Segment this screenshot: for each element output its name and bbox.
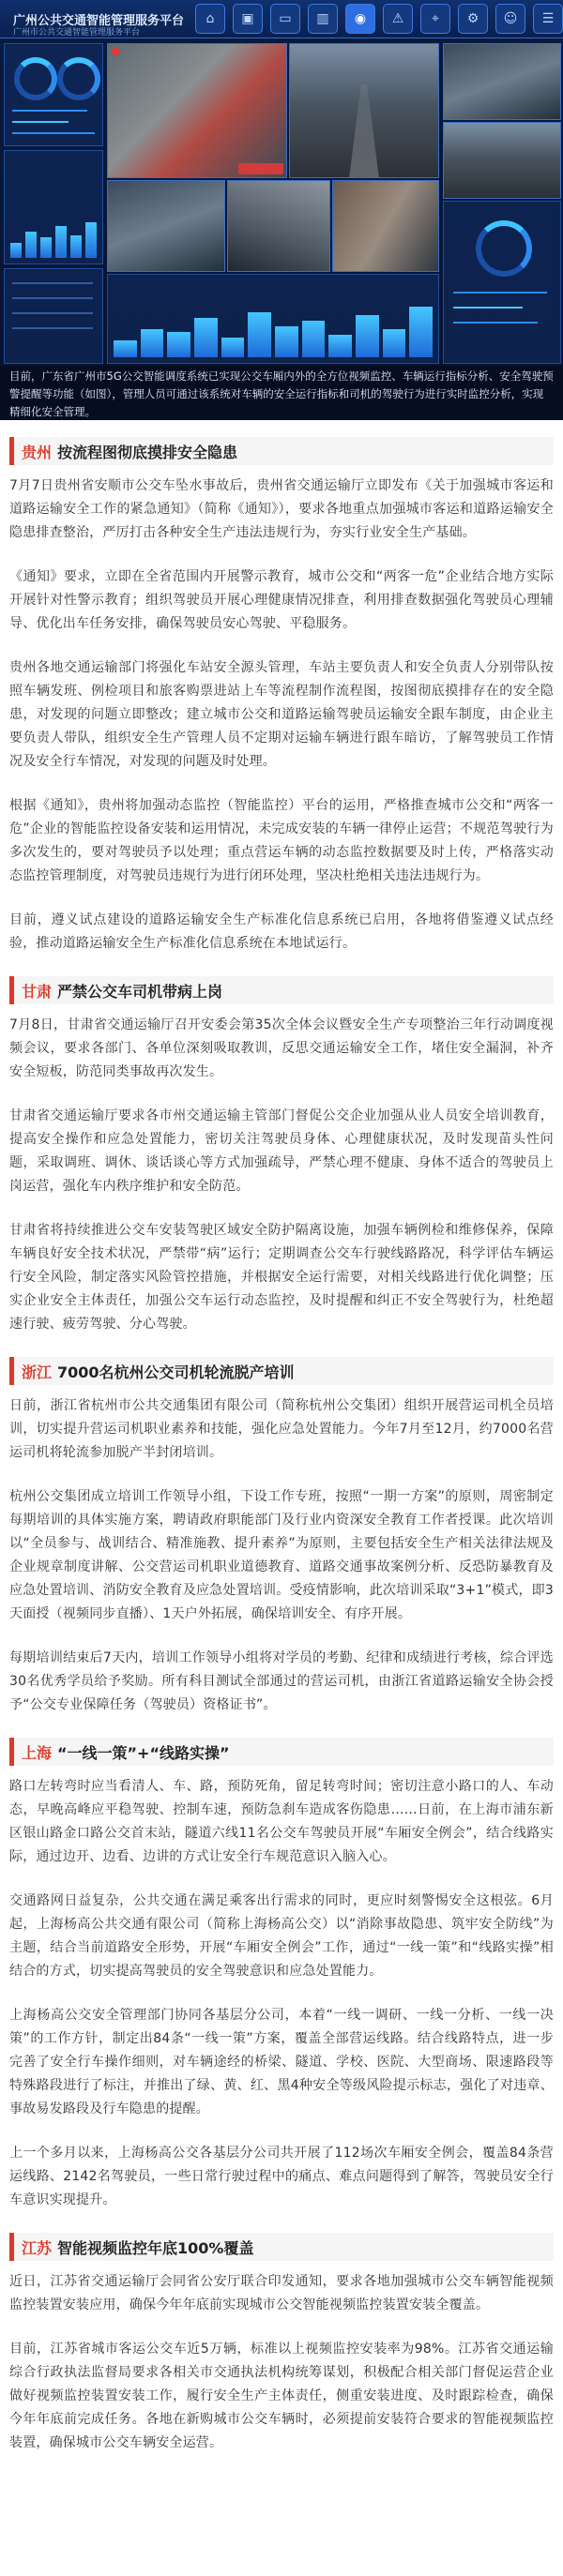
paragraph: 杭州公交集团成立培训工作领导小组，下设工作专班，按照“一期一方案”的原则，周密制定每期培训的具体实施方案，聘请政府职能部门及行业内资深安全教育工作者授课。此次培训以“全员参与、战训结合、精准施教、提升素养”为原则，主要包括安全生产相关法律法规及企业规章制度讲解、公交营运司机职业道德教育、道路交通事故案例分析、反恐防暴教育及应急处置培训、消防安全教育及应急处置培训。受疫情影响，此次培训采取“3+1”模式，即3天面授（视频同步直播）、1天户外拓展，确保培训安全、有序开展。 xyxy=(9,1489,554,1621)
camera-feed-cabin[interactable] xyxy=(107,180,225,272)
gauge-line xyxy=(12,132,95,134)
map-icon[interactable]: ⌖ xyxy=(420,4,450,34)
heading-text: 智能视频监控年底100%覆盖 xyxy=(57,2238,254,2257)
section-heading xyxy=(9,976,554,1004)
alarm-badge xyxy=(238,163,283,174)
list-panel xyxy=(4,268,103,364)
camera-feed-door[interactable] xyxy=(227,180,330,272)
monitor-icon[interactable]: ▭ xyxy=(270,4,300,34)
paragraph: 《通知》要求，立即在全省范围内开展警示教育，城市公交和“两客一危”企业结合地方实际开展针对性警示教育；组织驾驶员开展心理健康情况排查，利用排查数据强化驾驶员心理辅导、优化出车任务安排，确保驾驶员安心驾驶、平稳服务。 xyxy=(9,569,554,631)
timeline-chart xyxy=(114,301,433,357)
camera-feed-road[interactable] xyxy=(289,43,439,178)
heading-text: 7000名杭州公交司机轮流脱产培训 xyxy=(57,1363,295,1381)
section-heading xyxy=(9,2233,554,2261)
province-label: 贵州 xyxy=(22,443,53,461)
paragraph: 上海杨高公交安全管理部门协同各基层分公司，本着“一线一调研、一线一分析、一线一决策”的工作方针，制定出84条“一线一策”方案，覆盖全部营运线路。结合线路特点，进一步完善了安全行车操作细则，对车辆途经的桥梁、隧道、学校、医院、大型商场、限速路段等特殊路段进行了标注，并推出了绿、黄、红、黑4种安全等级风险提示标志，强化了对违章、事故易发路段及行车隐患的提醒。 xyxy=(9,2008,554,2117)
row-line xyxy=(12,312,93,314)
gauge-line xyxy=(453,292,547,294)
gauge-line xyxy=(12,110,87,112)
paragraph: 上一个多月以来，上海杨高公交各基层分公司共开展了112场次车厢安全例会，覆盖84条营运线路、2142名驾驶员，一些日常行驶过程中的痛点、难点问题得到了解答，驾驶员安全行车意识实现提升。 xyxy=(9,2146,554,2207)
paragraph: 路口左转弯时应当看清人、车、路，预防死角，留足转弯时间；密切注意小路口的人、车动态，早晚高峰应平稳驾驶、控制车速，预防急刹车造成客伤隐患……日前，在上海市浦东新区银山路金口路公交首末站，隧道六线11名公交车驾驶员开展“车厢安全例会”，结合线路实际，通过边开、边看、边讲的方式让安全行车规范意识入脑入心。 xyxy=(9,1779,554,1864)
paragraph: 7月8日，甘肃省交通运输厅召开安委会第35次全体会议暨安全生产专项整治三年行动调度视频会议，要求各部门、各单位深刻吸取教训，反思交通运输安全工作，堵住安全漏洞，补齐安全短板，防范同类事故再次发生。 xyxy=(9,1017,554,1079)
section-jiangsu xyxy=(0,2233,563,2455)
province-label: 浙江 xyxy=(22,1363,53,1381)
settings-icon[interactable]: ⚙ xyxy=(458,4,488,34)
dashboard-nav xyxy=(195,4,563,34)
paragraph: 近日，江苏省交通运输厅会同省公安厅联合印发通知，要求各地加强城市公交车辆智能视频监控装置安装应用，确保今年年底前实现城市公交智能视频监控装置安装全覆盖。 xyxy=(9,2274,554,2312)
camera-feed-side[interactable] xyxy=(443,43,561,120)
user-icon[interactable]: ☺ xyxy=(495,4,525,34)
dashboard-screenshot xyxy=(0,0,563,420)
paragraph: 交通路网日益复杂，公共交通在满足乘客出行需求的同时，更应时刻警惕安全这根弦。6月起，上海杨高公共交通有限公司（简称上海杨高公交）以“消除事故隐患、筑牢安全防线”为主题，结合当前道路安全形势，开展“车厢安全例会”工作，通过“一线一策”和“线路实操”相结合的方式，切实提高驾驶员的安全驾驶意识和应急处置能力。 xyxy=(9,1893,554,1979)
paragraph: 根据《通知》，贵州将加强动态监控（智能监控）平台的运用，严格推查城市公交和“两客一危”企业的智能监控设备安装和运用情况，未完成安装的车辆一律停止运营；不规范驾驶行为多次发生的，要对驾驶员予以处理；重点营运车辆的动态监控数据要及时上传，严格落实动态监控管理制度，对驾驶员违规行为进行闭环处理，坚决杜绝相关违法违规行为。 xyxy=(9,798,554,883)
heading-text: 按流程图彻底摸排安全隐患 xyxy=(57,443,238,461)
section-zhejiang xyxy=(0,1357,563,1717)
section-shanghai xyxy=(0,1738,563,2212)
gauge-line xyxy=(453,307,523,309)
ring-chart xyxy=(14,57,57,100)
section-heading xyxy=(9,1738,554,1766)
camera-feed-rear[interactable] xyxy=(332,180,439,272)
section-guizhou xyxy=(0,437,563,956)
alert-icon[interactable]: ⚠ xyxy=(383,4,413,34)
dashboard-body xyxy=(0,39,563,420)
bus-icon[interactable]: ▣ xyxy=(233,4,263,34)
paragraph: 贵州各地交通运输部门将强化车站安全源头管理，车站主要负责人和安全负责人分别带队按照车辆发班、例检项目和旅客购票进站上车等流程制作流程图，按图彻底摸排存在的安全隐患，对发现的问题立即整改；建立城市公交和道路运输驾驶员运输安全跟车制度，由企业主要负责人带队，组织安全生产管理人员不定期对运输车辆进行跟车暗访，了解驾驶员工作情况及安全行车情况，对发现的问题及时处理。 xyxy=(9,660,554,769)
paragraph: 目前，遵义试点建设的道路运输安全生产标准化信息系统已启用，各地将借鉴遵义试点经验，推动道路运输安全生产标准化信息系统在本地试运行。 xyxy=(9,912,554,951)
paragraph: 甘肃省交通运输厅要求各市州交通运输主管部门督促公交企业加强从业人员安全培训教育，提高安全操作和应急处置能力，密切关注驾驶员身体、心理健康状况，及时发现苗头性问题，采取调班、调休、谈话谈心等方式加强疏导，严禁心理不健康、身体不适合的驾驶员上岗运营，强化车内秩序维护和安全防范。 xyxy=(9,1108,554,1194)
alarm-indicator xyxy=(112,48,119,55)
heading-text: “一线一策”+“线路实操” xyxy=(57,1743,230,1762)
list-icon[interactable]: ☰ xyxy=(533,4,563,34)
paragraph: 日前，浙江省杭州市公共交通集团有限公司（简称杭州公交集团）组织开展营运司机全员培训，切实提升营运司机职业素养和技能，强化应急处置能力。今年7月至12月，约7000名营运司机将轮流参加脱产半封闭培训。 xyxy=(9,1398,554,1460)
stats-panel xyxy=(4,43,103,146)
paragraph: 7月7日贵州省安顺市公交车坠水事故后，贵州省交通运输厅立即发布《关于加强城市客运和道路运输安全工作的紧急通知》（简称《通知》），要求各地重点加强城市客运和道路运输安全隐患排查整治，严厉打击各种安全生产违法违规行为，夯实行业安全生产基础。 xyxy=(9,478,554,540)
province-label: 江苏 xyxy=(22,2238,53,2257)
bar-chart xyxy=(10,220,97,258)
gauge-line xyxy=(12,121,68,123)
section-heading xyxy=(9,1357,554,1385)
section-heading xyxy=(9,437,554,465)
paragraph: 目前，江苏省城市客运公交车近5万辆，标准以上视频监控安装率为98%。江苏省交通运输综合行政执法监督局要求各相关市交通执法机构统筹谋划，积极配合相关部门督促运营企业做好视频监控装置安装工作，履行安全生产主体责任，侧重安装进度、及时跟踪检查，确保今年年底前完成任务。各地在新购城市公交车辆时，必须提前安装符合要求的智能视频监控装置，确保城市公交车辆安全运营。 xyxy=(9,2342,554,2450)
chart-icon[interactable]: ▥ xyxy=(308,4,338,34)
dashboard-subtitle: 广州市公共交通智能管理服务平台 xyxy=(13,28,141,38)
camera-feed-driver[interactable] xyxy=(107,43,287,178)
paragraph: 每期培训结束后7天内，培训工作领导小组将对学员的考勤、纪律和成绩进行考核，综合评选30名优秀学员给予奖励。所有科目测试全部通过的营运司机，由浙江省道路运输安全协会授予“公交专业保障任务（驾驶员）资格证书”。 xyxy=(9,1650,554,1712)
image-caption: 目前，广东省广州市5G公交智能调度系统已实现公交车厢内外的全方位视频监控、车辆运行指标分析、安全驾驶预警提醒等功能（如图），管理人员可通过该系统对车辆的安全运行指标和司机的驾驶行为进行实时监控分析，实现精细化安全管理。 xyxy=(0,366,563,420)
province-label: 甘肃 xyxy=(22,982,53,1001)
road-shape xyxy=(349,84,379,177)
row-line xyxy=(12,297,93,299)
section-gansu xyxy=(0,976,563,1336)
timeline-panel xyxy=(107,274,439,364)
ring-chart xyxy=(57,57,100,100)
camera-feed-front[interactable] xyxy=(443,122,561,199)
home-icon[interactable]: ⌂ xyxy=(195,4,225,34)
ring-chart xyxy=(476,220,532,277)
row-line xyxy=(12,327,93,329)
trend-panel xyxy=(4,150,103,264)
vehicle-panel xyxy=(443,201,561,364)
heading-text: 严禁公交车司机带病上岗 xyxy=(57,982,223,1001)
province-label: 上海 xyxy=(22,1743,53,1762)
gauge-line xyxy=(453,322,538,324)
row-line xyxy=(12,282,93,284)
dashboard-title: 广州公共交通智能管理服务平台 xyxy=(13,13,185,28)
paragraph: 甘肃省将持续推进公交车安装驾驶区域安全防护隔离设施，加强车辆例检和维修保养，保障车辆良好安全技术状况，严禁带“病”运行；定期调查公交车行驶线路路况，科学评估车辆运行安全风险，制定落实风险管控措施，并根据安全运行需要，对相关线路进行优化调整；压实企业安全主体责任，加强公交车运行动态监控，及时提醒和纠正不安全驾驶行为，杜绝超速行驶、疲劳驾驶、分心驾驶。 xyxy=(9,1223,554,1332)
camera-icon[interactable]: ◉ xyxy=(345,4,375,34)
